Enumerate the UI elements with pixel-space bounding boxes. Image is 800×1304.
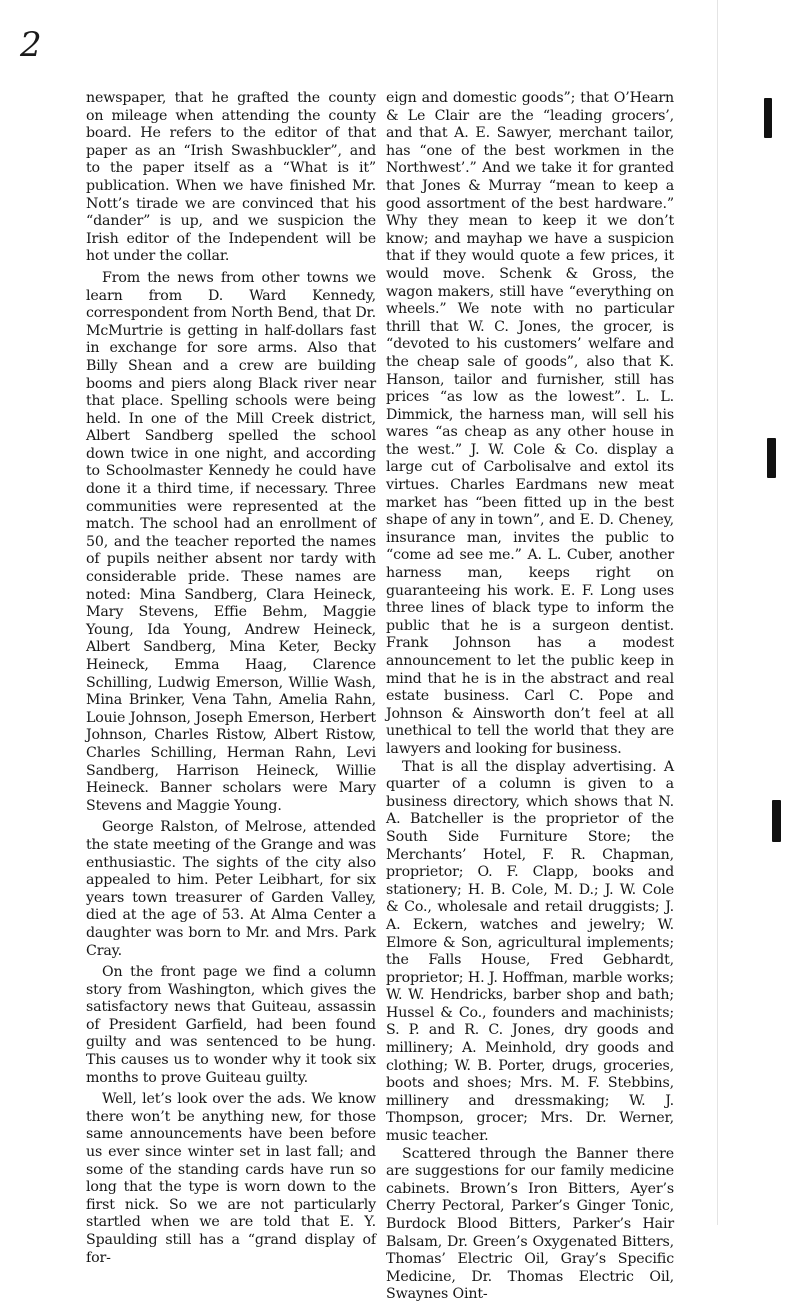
right-column (386, 90, 674, 1303)
binding-hole-mark (764, 98, 772, 138)
article-paragraph: eign and domestic goods”; that O’Hearn & Le Clair are the “leading grocers’, and that A. E. Sawyer, merchant tailor, has “one of the best workmen in the Northwest’.” And we take it for granted that Jones & Murray “mean to keep a good assortment of the best hardware.” Why they mean to keep it we don’t know; and mayhap we have a suspicion that if they would quote a few prices, it would move. Schenk & Gross, the wagon makers, still have “everything on wheels.” We note with no particular thrill that W. C. Jones, the grocer, is “devoted to his customers’ welfare and the cheap sale of goods”, also that K. Hanson, tailor and furnisher, still has prices “as low as the lowest”. L. L. Dimmick, the harness man, will sell his wares “as cheap as any other house in the west.” J. W. Cole & Co. display a large cut of Carbolisalve and extol its virtues. Charles Eardmans new meat market has “been fitted up in the best shape of any in town”, and E. D. Cheney, insurance man, invites the public to “come ad see me.” A. L. Cuber, another harness man, keeps right on guaranteeing his work. E. F. Long uses three lines of black type to inform the public that he is a surgeon dentist. Frank Johnson has a modest announcement to let the public keep in mind that he is in the abstract and real estate business. Carl C. Pope and Johnson & Ainsworth don’t feel at all unethical to tell the world that they are lawyers and looking for business. (386, 90, 674, 757)
article-paragraph: Scattered through the Banner there are suggestions for our family medicine cabinets. Brown’s Iron Bitters, Ayer’s Cherry Pectoral, Parker’s Ginger Tonic, Burdock Blood Bitters, Parker’s Hair Balsam, Dr. Green’s Oxygenated Bitters, Thomas’ Electric Oil, Gray’s Specific Medicine, Dr. Thomas Electric Oil, Swaynes Oint- (386, 1145, 674, 1303)
binding-hole-mark (772, 800, 781, 842)
article-paragraph: That is all the display advertising. A quarter of a column is given to a business directory, which shows that N. A. Batcheller is the proprietor of the South Side Furniture Store; the Merchants’ Hotel, F. R. Chapman, proprietor; O. F. Clapp, books and stationery; H. B. Cole, M. D.; J. W. Cole & Co., wholesale and retail druggists; J. A. Eckern, watches and jewelry; W. Elmore & Son, agricultural implements; the Falls House, Fred Gebhardt, proprietor; H. J. Hoffman, marble works; W. W. Hendricks, barber shop and bath; Hussel & Co., founders and machinists; S. P. and R. C. Jones, dry goods and millinery; A. Meinhold, dry goods and clothing; W. B. Porter, drugs, groceries, boots and shoes; Mrs. M. F. Stebbins, millinery and dressmaking; W. J. Thompson, grocer; Mrs. Dr. Werner, music teacher. (386, 758, 674, 1145)
article-paragraph: Well, let’s look over the ads. We know there won’t be anything new, for those same announcements have been before us ever since winter set in last fall; and some of the standing cards have run so long that the type is worn down to the first nick. So we are not particularly startled when we are told that E. Y. Spaulding still has a “grand display of for- (86, 1091, 376, 1266)
scan-edge-line (717, 0, 718, 1225)
article-paragraph: From the news from other towns we learn from D. Ward Kennedy, correspondent from North Bend, that Dr. McMurtrie is getting in half-dollars fast in exchange for sore arms. Also that Billy Shean and a crew are building booms and piers along Black river near that place. Spelling schools were being held. In one of the Mill Creek district, Albert Sandberg spelled the school down twice in one night, and according to Schoolmaster Kennedy he could have done it a third time, if necessary. Three communities were represented at the match. The school had an enrollment of 50, and the teacher reported the names of pupils neither absent nor tardy with considerable pride. These names are noted: Mina Sandberg, Clara Heineck, Mary Stevens, Effie Behm, Maggie Young, Ida Young, Andrew Heineck, Albert Sandberg, Mina Keter, Becky Heineck, Emma Haag, Clarence Schilling, Ludwig Emerson, Willie Wash, Mina Brinker, Vena Tahn, Amelia Rahn, Louie Johnson, Joseph Emerson, Herbert Johnson, Charles Ristow, Albert Ristow, Charles Schilling, Herman Rahn, Levi Sandberg, Harrison Heineck, Willie Heineck. Banner scholars were Mary Stevens and Maggie Young. (86, 269, 376, 814)
article-paragraph: On the front page we find a column story from Washington, which gives the satisfactory news that Guiteau, assassin of President Garfield, had been found guilty and was sentenced to be hung. This causes us to wonder why it took six months to prove Guiteau guilty. (86, 964, 376, 1086)
page-number: 2 (20, 25, 42, 65)
binding-hole-mark (767, 438, 776, 478)
article-paragraph: George Ralston, of Melrose, attended the state meeting of the Grange and was enthusiastic. The sights of the city also appealed to him. Peter Leibhart, for six years town treasurer of Garden Valley, died at the age of 53. At Alma Center a daughter was born to Mr. and Mrs. Park Cray. (86, 819, 376, 959)
article-paragraph: newspaper, that he grafted the county on mileage when attending the county board. He refers to the editor of that paper as an “Irish Swashbuckler”, and to the paper itself as a “What is it” publication. When we have finished Mr. Nott’s tirade we are convinced that his “dander” is up, and we suspicion the Irish editor of the Independent will be hot under the collar. (86, 90, 376, 265)
left-column (86, 90, 376, 1266)
